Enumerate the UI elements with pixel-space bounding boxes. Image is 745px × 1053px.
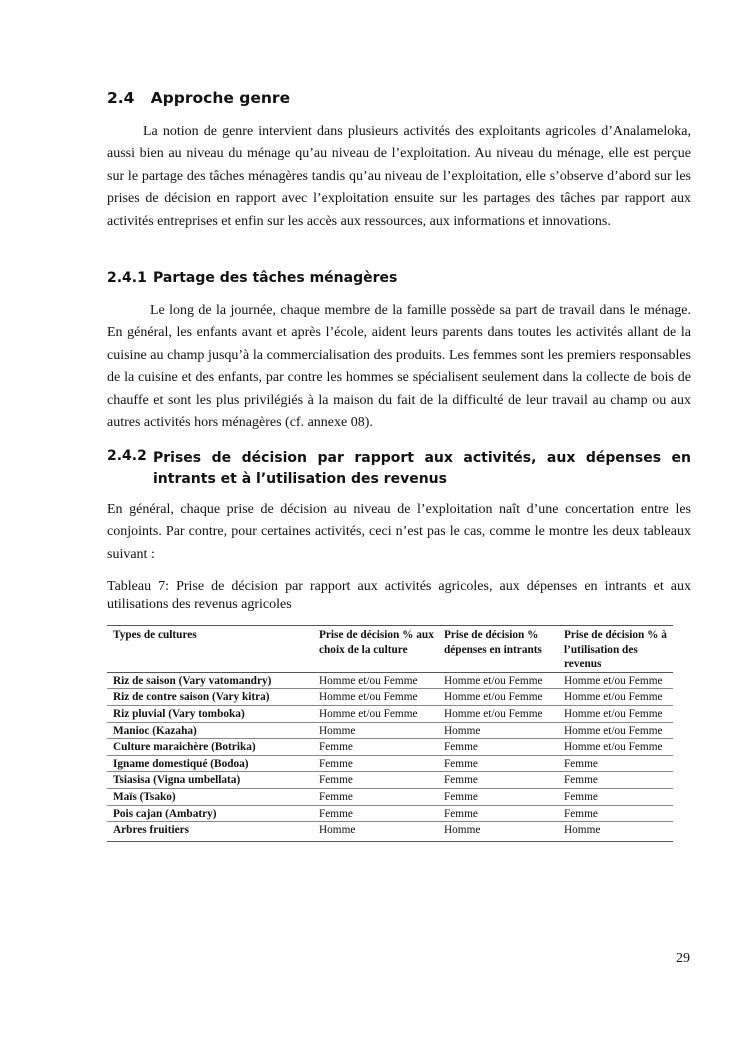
value-cell: Homme et/ou Femme <box>313 689 438 706</box>
value-cell: Femme <box>313 755 438 772</box>
section-title: Approche genre <box>150 89 291 107</box>
value-cell: Homme et/ou Femme <box>558 722 673 739</box>
value-cell: Femme <box>313 739 438 756</box>
tasks-text: Le long de la journée, chaque membre de la famille possède sa part de travail dans le ménage. En général, les enfants avant et après l’école, aident leurs parents dans toutes les activités allant de la cuisine au champ jusqu’à la commercialisation des produits. Les femmes sont les premiers responsables de la cuisine et des enfants, par contre les hommes se spécialisent seulement dans la collecte de bois de chauffe et sont les plus privilégiés à la maison du fait de la difficulté de leur travail au champ ou aux autres activités hors ménagères (cf. annexe 08). <box>107 303 691 431</box>
value-cell: Homme <box>438 822 558 842</box>
value-cell: Homme <box>313 722 438 739</box>
value-cell: Femme <box>558 805 673 822</box>
header-cell: Prise de décision % dépenses en intrants <box>438 626 558 673</box>
value-cell: Femme <box>438 739 558 756</box>
value-cell: Homme et/ou Femme <box>438 689 558 706</box>
table-row <box>107 705 673 722</box>
section-number: 2.4 <box>107 89 135 107</box>
table-row <box>107 788 673 805</box>
decision-table <box>107 625 673 842</box>
table-row <box>107 822 673 842</box>
table-header-row <box>107 626 673 673</box>
value-cell: Femme <box>313 772 438 789</box>
table-row <box>107 755 673 772</box>
value-cell: Homme <box>313 822 438 842</box>
value-cell: Femme <box>558 772 673 789</box>
crop-cell: Maïs (Tsako) <box>107 788 313 805</box>
value-cell: Femme <box>438 772 558 789</box>
value-cell: Femme <box>558 788 673 805</box>
table-row <box>107 722 673 739</box>
intro-text: La notion de genre intervient dans plusieurs activités des exploitants agricoles d’Analameloka, aussi bien au niveau du ménage qu’au niveau de l’exploitation. Au niveau du ménage, elle est perçue sur le partage des tâches ménagères tandis qu’au niveau de l’exploitation, elle s’observe d’abord sur les prises de décision en rapport avec l’exploitation ensuite sur les partages des tâches par rapport aux activités entreprises et enfin sur les accès aux ressources, aux informations et innovations. <box>107 124 691 229</box>
table-row <box>107 805 673 822</box>
value-cell: Femme <box>313 805 438 822</box>
subsection-heading-1 <box>107 270 397 286</box>
crop-cell: Igname domestiqué (Bodoa) <box>107 755 313 772</box>
table-row <box>107 672 673 689</box>
value-cell: Homme et/ou Femme <box>438 705 558 722</box>
crop-cell: Riz de contre saison (Vary kitra) <box>107 689 313 706</box>
crop-cell: Riz pluvial (Vary tomboka) <box>107 705 313 722</box>
value-cell: Homme <box>438 722 558 739</box>
paragraph-tasks <box>107 300 691 434</box>
section-heading <box>107 89 290 107</box>
decisions-text: En général, chaque prise de décision au niveau de l’exploitation naît d’une concertation entre les conjoints. Par contre, pour certaines activités, ceci n’est pas le cas, comme le montre les deux tableaux suivant : <box>107 502 691 562</box>
value-cell: Femme <box>438 788 558 805</box>
value-cell: Femme <box>438 755 558 772</box>
header-cell: Prise de décision % aux choix de la culture <box>313 626 438 673</box>
value-cell: Femme <box>313 788 438 805</box>
subsection-number: 2.4.1 <box>107 270 147 286</box>
table-row <box>107 689 673 706</box>
value-cell: Homme et/ou Femme <box>558 739 673 756</box>
value-cell: Femme <box>558 755 673 772</box>
header-cell: Types de cultures <box>107 626 313 673</box>
page-number: 29 <box>676 951 690 966</box>
crop-cell: Riz de saison (Vary vatomandry) <box>107 672 313 689</box>
table-row <box>107 739 673 756</box>
table-row <box>107 772 673 789</box>
crop-cell: Manioc (Kazaha) <box>107 722 313 739</box>
value-cell: Homme et/ou Femme <box>313 672 438 689</box>
crop-cell: Arbres fruitiers <box>107 822 313 842</box>
value-cell: Homme et/ou Femme <box>558 705 673 722</box>
value-cell: Homme et/ou Femme <box>558 672 673 689</box>
subsection-number: 2.4.2 <box>107 448 147 464</box>
value-cell: Homme et/ou Femme <box>438 672 558 689</box>
table-caption: Tableau 7: Prise de décision par rapport aux activités agricoles, aux dépenses en intrants et aux utilisations des revenus agricoles <box>107 579 691 612</box>
value-cell: Homme et/ou Femme <box>558 689 673 706</box>
subsection-heading-2 <box>107 448 691 490</box>
intro-paragraph <box>107 121 691 233</box>
crop-cell: Pois cajan (Ambatry) <box>107 805 313 822</box>
value-cell: Femme <box>438 805 558 822</box>
paragraph-decisions <box>107 499 691 566</box>
value-cell: Homme et/ou Femme <box>313 705 438 722</box>
value-cell: Homme <box>558 822 673 842</box>
subsection-title: Partage des tâches ménagères <box>153 270 398 286</box>
crop-cell: Culture maraichère (Botrika) <box>107 739 313 756</box>
header-cell: Prise de décision % à l’utilisation des revenus <box>558 626 673 673</box>
crop-cell: Tsiasisa (Vigna umbellata) <box>107 772 313 789</box>
subsection-title: Prises de décision par rapport aux activités, aux dépenses en intrants et à l’utilisation des revenus <box>153 450 691 487</box>
